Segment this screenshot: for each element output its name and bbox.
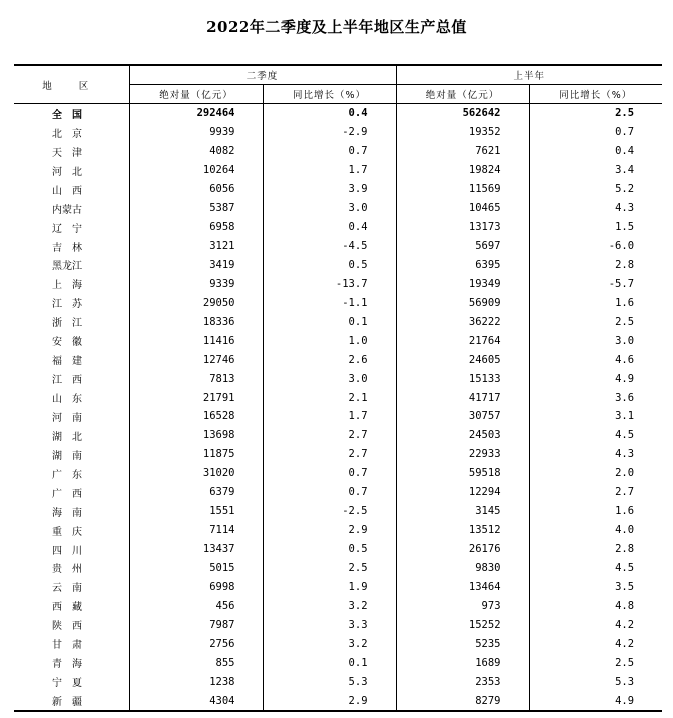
h1-growth-cell: 2.5 (615, 315, 635, 328)
region-cell: 江 西 (14, 369, 129, 388)
h1-abs-cell: 6395 (396, 256, 529, 275)
h1-growth-cell: 4.9 (615, 372, 635, 385)
h1-growth-cell: 4.2 (615, 637, 635, 650)
q2-growth-cell: 2.7 (263, 445, 396, 464)
h1-abs-cell: 973 (396, 596, 529, 615)
h1-abs-cell: 9830 (396, 559, 529, 578)
h1-growth-cell: 1.6 (615, 505, 635, 518)
h1-abs-cell: 26176 (396, 540, 529, 559)
q2-abs-cell: 12746 (129, 350, 263, 369)
table-row (14, 312, 662, 331)
q2-abs-cell: 6056 (129, 180, 263, 199)
h1-growth-cell: 2.8 (615, 258, 635, 271)
region-cell: 江 苏 (14, 293, 129, 312)
table-row (14, 577, 662, 596)
h1-growth-cell: 1.5 (615, 221, 635, 234)
q2-growth-cell: -2.5 (263, 502, 396, 521)
h1-abs-cell: 56909 (396, 293, 529, 312)
q2-abs-cell: 456 (129, 596, 263, 615)
region-cell: 云 南 (14, 577, 129, 596)
h1-abs-cell: 5697 (396, 237, 529, 256)
h1-abs-cell: 41717 (396, 388, 529, 407)
table-row (14, 540, 662, 559)
h1-abs-cell: 8279 (396, 691, 529, 711)
q2-abs-cell: 11875 (129, 445, 263, 464)
h1-growth-cell: 4.3 (615, 202, 635, 215)
q2-growth-cell: 1.7 (263, 161, 396, 180)
h1-growth-cell: 4.5 (615, 429, 635, 442)
q2-abs-cell: 11416 (129, 331, 263, 350)
region-cell: 西 藏 (14, 596, 129, 615)
h1-abs-cell: 24605 (396, 350, 529, 369)
table-row (14, 218, 662, 237)
table-row (14, 274, 662, 293)
table-row (14, 199, 662, 218)
table-row (14, 350, 662, 369)
q2-growth-cell: -1.1 (263, 293, 396, 312)
h1-growth-cell: 5.2 (615, 183, 635, 196)
table-row (14, 483, 662, 502)
q2-abs-cell: 16528 (129, 407, 263, 426)
h1-growth-cell: 4.5 (615, 561, 635, 574)
q2-growth-cell: 0.4 (263, 104, 396, 123)
h1-abs-cell: 12294 (396, 483, 529, 502)
region-cell: 贵 州 (14, 559, 129, 578)
q2-group-header: 二季度 (129, 65, 396, 85)
h1-abs-cell: 5235 (396, 634, 529, 653)
h1-growth-cell: 0.7 (615, 126, 635, 139)
h1-abs-cell: 19349 (396, 274, 529, 293)
h1-group-header: 上半年 (396, 65, 662, 85)
q2-growth-cell: 0.1 (263, 312, 396, 331)
h1-growth-cell: 3.1 (615, 410, 635, 423)
h1-abs-cell: 19352 (396, 123, 529, 142)
q2-growth-cell: 5.3 (263, 672, 396, 691)
q2-growth-cell: 0.5 (263, 540, 396, 559)
q2-growth-cell: -13.7 (263, 274, 396, 293)
table-header (14, 65, 662, 104)
h1-abs-cell: 36222 (396, 312, 529, 331)
q2-abs-cell: 13698 (129, 426, 263, 445)
region-cell: 山 西 (14, 180, 129, 199)
table-row (14, 502, 662, 521)
h1-growth-cell: 4.2 (615, 618, 635, 631)
h1-growth-cell: 3.6 (615, 391, 635, 404)
table-row (14, 407, 662, 426)
q2-abs-cell: 31020 (129, 464, 263, 483)
region-cell: 湖 南 (14, 445, 129, 464)
table-body (14, 104, 662, 712)
region-cell: 北 京 (14, 123, 129, 142)
region-cell: 河 南 (14, 407, 129, 426)
q2-abs-cell: 1551 (129, 502, 263, 521)
h1-growth-cell: -6.0 (608, 240, 635, 253)
region-cell: 广 西 (14, 483, 129, 502)
table-row (14, 464, 662, 483)
h1-abs-cell: 13173 (396, 218, 529, 237)
table-row (14, 672, 662, 691)
q2-growth-cell: 3.9 (263, 180, 396, 199)
q2-growth-cell: 2.6 (263, 350, 396, 369)
h1-growth-cell: 3.4 (615, 164, 635, 177)
h1-abs-cell: 22933 (396, 445, 529, 464)
table-row (14, 388, 662, 407)
h1-growth-cell: 1.6 (615, 296, 635, 309)
h1-abs-cell: 7621 (396, 142, 529, 161)
h1-growth-cell: 2.5 (615, 107, 635, 120)
h1-abs-cell: 24503 (396, 426, 529, 445)
table-row (14, 559, 662, 578)
table-row (14, 426, 662, 445)
q2-abs-cell: 9939 (129, 123, 263, 142)
h1-abs-cell: 30757 (396, 407, 529, 426)
page-title: 2022年二季度及上半年地区生产总值 (206, 18, 467, 36)
h1-abs-cell: 2353 (396, 672, 529, 691)
q2-abs-cell: 10264 (129, 161, 263, 180)
q2-growth-cell: 3.0 (263, 369, 396, 388)
q2-abs-cell: 7813 (129, 369, 263, 388)
q2-abs-cell: 29050 (129, 293, 263, 312)
region-column-header: 地 区 (14, 65, 129, 104)
h1-growth-cell: 4.6 (615, 353, 635, 366)
region-cell: 新 疆 (14, 691, 129, 711)
h1-abs-cell: 59518 (396, 464, 529, 483)
q2-growth-cell: 3.2 (263, 596, 396, 615)
h1-growth-cell: 2.7 (615, 486, 635, 499)
region-cell: 宁 夏 (14, 672, 129, 691)
region-cell: 陕 西 (14, 615, 129, 634)
q2-abs-cell: 7987 (129, 615, 263, 634)
table-row (14, 293, 662, 312)
region-cell: 四 川 (14, 540, 129, 559)
h1-abs-cell: 3145 (396, 502, 529, 521)
table-row (14, 369, 662, 388)
region-cell: 辽 宁 (14, 218, 129, 237)
q2-growth-cell: 2.1 (263, 388, 396, 407)
q2-abs-cell: 6379 (129, 483, 263, 502)
h1-abs-cell: 13512 (396, 521, 529, 540)
h1-growth-cell: 3.0 (615, 334, 635, 347)
q2-abs-cell: 1238 (129, 672, 263, 691)
q2-abs-cell: 5015 (129, 559, 263, 578)
q2-abs-cell: 2756 (129, 634, 263, 653)
q2-abs-cell: 3121 (129, 237, 263, 256)
q2-growth-header: 同比增长（%） (263, 85, 396, 104)
q2-growth-cell: 1.0 (263, 331, 396, 350)
h1-abs-cell: 19824 (396, 161, 529, 180)
h1-growth-cell: 2.8 (615, 543, 635, 556)
table-row (14, 596, 662, 615)
h1-growth-cell: 4.8 (615, 599, 635, 612)
h1-abs-cell: 21764 (396, 331, 529, 350)
q2-growth-cell: 0.7 (263, 464, 396, 483)
q2-abs-cell: 4304 (129, 691, 263, 711)
q2-abs-cell: 6998 (129, 577, 263, 596)
table-row (14, 142, 662, 161)
q2-abs-header: 绝对量（亿元） (129, 85, 263, 104)
q2-growth-cell: 3.3 (263, 615, 396, 634)
region-cell: 甘 肃 (14, 634, 129, 653)
q2-growth-cell: 2.5 (263, 559, 396, 578)
gdp-table (14, 64, 662, 712)
h1-growth-cell: 4.0 (615, 524, 635, 537)
h1-growth-cell: 4.3 (615, 448, 635, 461)
table-row (14, 180, 662, 199)
h1-growth-cell: 5.3 (615, 675, 635, 688)
q2-abs-cell: 855 (129, 653, 263, 672)
h1-growth-cell: -5.7 (608, 277, 635, 290)
q2-abs-cell: 3419 (129, 256, 263, 275)
table-row (14, 331, 662, 350)
q2-abs-cell: 292464 (129, 104, 263, 123)
q2-abs-cell: 5387 (129, 199, 263, 218)
region-cell: 黑龙江 (14, 256, 129, 275)
region-cell: 上 海 (14, 274, 129, 293)
h1-growth-cell: 4.9 (529, 691, 662, 711)
q2-growth-cell: 1.7 (263, 407, 396, 426)
q2-growth-cell: -2.9 (263, 123, 396, 142)
q2-abs-cell: 6958 (129, 218, 263, 237)
h1-abs-cell: 11569 (396, 180, 529, 199)
q2-growth-cell: 2.9 (263, 521, 396, 540)
region-cell: 内蒙古 (14, 199, 129, 218)
table-row (14, 653, 662, 672)
h1-abs-cell: 562642 (396, 104, 529, 123)
region-cell: 重 庆 (14, 521, 129, 540)
region-cell: 安 徽 (14, 331, 129, 350)
q2-abs-cell: 21791 (129, 388, 263, 407)
q2-growth-cell: 0.4 (263, 218, 396, 237)
table-row (14, 691, 662, 711)
q2-growth-cell: -4.5 (263, 237, 396, 256)
table-row (14, 256, 662, 275)
table-row (14, 521, 662, 540)
region-cell: 河 北 (14, 161, 129, 180)
q2-growth-cell: 0.5 (263, 256, 396, 275)
q2-abs-cell: 4082 (129, 142, 263, 161)
h1-growth-header: 同比增长（%） (529, 85, 662, 104)
table-row (14, 445, 662, 464)
h1-abs-header: 绝对量（亿元） (396, 85, 529, 104)
q2-abs-cell: 7114 (129, 521, 263, 540)
q2-growth-cell: 0.1 (263, 653, 396, 672)
table-row (14, 634, 662, 653)
h1-abs-cell: 10465 (396, 199, 529, 218)
h1-growth-cell: 0.4 (615, 145, 635, 158)
q2-growth-cell: 3.0 (263, 199, 396, 218)
region-cell: 福 建 (14, 350, 129, 369)
q2-abs-cell: 9339 (129, 274, 263, 293)
header-row-groups (14, 65, 662, 85)
region-cell: 海 南 (14, 502, 129, 521)
q2-growth-cell: 0.7 (263, 483, 396, 502)
h1-abs-cell: 15252 (396, 615, 529, 634)
region-cell: 浙 江 (14, 312, 129, 331)
region-cell: 广 东 (14, 464, 129, 483)
table-row (14, 615, 662, 634)
region-cell: 天 津 (14, 142, 129, 161)
region-cell: 湖 北 (14, 426, 129, 445)
h1-abs-cell: 13464 (396, 577, 529, 596)
q2-abs-cell: 18336 (129, 312, 263, 331)
q2-growth-cell: 0.7 (263, 142, 396, 161)
h1-growth-cell: 3.5 (615, 580, 635, 593)
q2-growth-cell: 2.7 (263, 426, 396, 445)
table-row-national-total (14, 104, 662, 123)
region-cell: 全 国 (14, 104, 129, 123)
h1-growth-cell: 2.0 (615, 467, 635, 480)
h1-growth-cell: 2.5 (615, 656, 635, 669)
h1-abs-cell: 15133 (396, 369, 529, 388)
table-row (14, 123, 662, 142)
q2-growth-cell: 1.9 (263, 577, 396, 596)
region-cell: 青 海 (14, 653, 129, 672)
table-row (14, 237, 662, 256)
table-row (14, 161, 662, 180)
region-cell: 吉 林 (14, 237, 129, 256)
q2-abs-cell: 13437 (129, 540, 263, 559)
h1-abs-cell: 1689 (396, 653, 529, 672)
q2-growth-cell: 3.2 (263, 634, 396, 653)
region-cell: 山 东 (14, 388, 129, 407)
q2-growth-cell: 2.9 (263, 691, 396, 711)
